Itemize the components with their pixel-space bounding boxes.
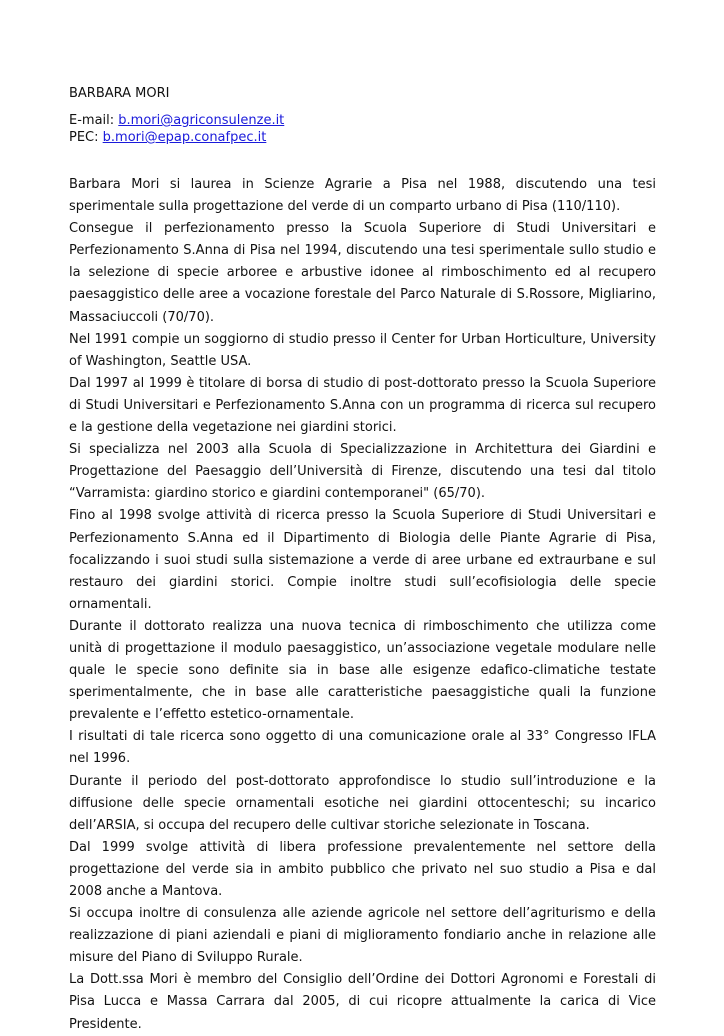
bio-paragraph: Fino al 1998 svolge attività di ricerca presso la Scuola Superiore di Studi Universitari e Perfezionamento S.Anna ed il Dipartimento di Biologia delle Piante Agrarie di Pisa, focalizzando i suoi studi sulla sistemazione a verde di aree urbane ed extraurbane e sul restauro dei giardini storici. Compie inoltre studi sull’ecofisiologia delle specie ornamentali.	[69, 508, 656, 612]
bio-paragraph: Nel 1991 compie un soggiorno di studio presso il Center for Urban Horticulture, University of Washington, Seattle USA.	[69, 331, 656, 369]
bio-paragraph: Si occupa inoltre di consulenza alle aziende agricole nel settore dell’agriturismo e della realizzazione di piani aziendali e piani di miglioramento fondiario anche in relazione alle misure del Piano di Sviluppo Rurale.	[69, 906, 656, 966]
bio-paragraph: La Dott.ssa Mori è membro del Consiglio dell’Ordine dei Dottori Agronomi e Forestali di Pisa Lucca e Massa Carrara dal 2005, di cui ricopre attualmente la carica di Vice Presidente.	[69, 972, 656, 1032]
author-name: BARBARA MORI	[69, 86, 170, 101]
pec-line	[69, 129, 656, 146]
pec-link[interactable]: b.mori@epap.conafpec.it	[102, 130, 267, 145]
email-link[interactable]: b.mori@agriconsulenze.it	[118, 113, 285, 128]
document-page	[69, 83, 656, 1036]
bio-paragraph: Dal 1999 svolge attività di libera professione prevalentemente nel settore della progettazione del verde sia in ambito pubblico che privato nel suo studio a Pisa e dal 2008 anche a Mantova.	[69, 839, 656, 899]
bio-paragraph: I risultati di tale ricerca sono oggetto di una comunicazione orale al 33° Congresso IFLA nel 1996.	[69, 729, 656, 767]
biography	[69, 174, 656, 1036]
bio-paragraph: Si specializza nel 2003 alla Scuola di Specializzazione in Architettura dei Giardini e Progettazione del Paesaggio dell’Università di Firenze, discutendo una tesi dal titolo “Varramista: giardino storico e giardini contemporanei" (65/70).	[69, 442, 656, 502]
bio-paragraph: Consegue il perfezionamento presso la Scuola Superiore di Studi Universitari e Perfezionamento S.Anna di Pisa nel 1994, discutendo una tesi sperimentale sullo studio e la selezione di specie arboree e arbustive idonee al rimboschimento ed al recupero paesaggistico delle aree a vocazione forestale del Parco Naturale di S.Rossore, Migliarino, Massaciuccoli (70/70).	[69, 221, 656, 325]
bio-paragraph: Durante il periodo del post-dottorato approfondisce lo studio sull’introduzione e la diffusione delle specie ornamentali esotiche nei giardini ottocenteschi; su incarico dell’ARSIA, si occupa del recupero delle cultivar storiche selezionate in Toscana.	[69, 773, 656, 833]
bio-paragraph: Durante il dottorato realizza una nuova tecnica di rimboschimento che utilizza come unità di progettazione il modulo paesaggistico, un’associazione vegetale modulare nelle quale le specie sono definite sia in base alle esigenze edafico-climatiche testate sperimentalmente, che in base alle caratteristiche paesaggistiche quali la funzione prevalente e l’effetto estetico-ornamentale.	[69, 618, 656, 723]
bio-paragraph: Dal 1997 al 1999 è titolare di borsa di studio di post-dottorato presso la Scuola Superiore di Studi Universitari e Perfezionamento S.Anna con un programma di ricerca sul recupero e la gestione della vegetazione nei giardini storici.	[69, 375, 656, 436]
email-line	[69, 112, 656, 129]
bio-paragraph: Barbara Mori si laurea in Scienze Agrarie a Pisa nel 1988, discutendo una tesi sperimentale sulla progettazione del verde di un comparto urbano di Pisa (110/110).	[69, 177, 656, 215]
email-label: E-mail:	[69, 113, 115, 128]
pec-label: PEC:	[69, 130, 99, 145]
